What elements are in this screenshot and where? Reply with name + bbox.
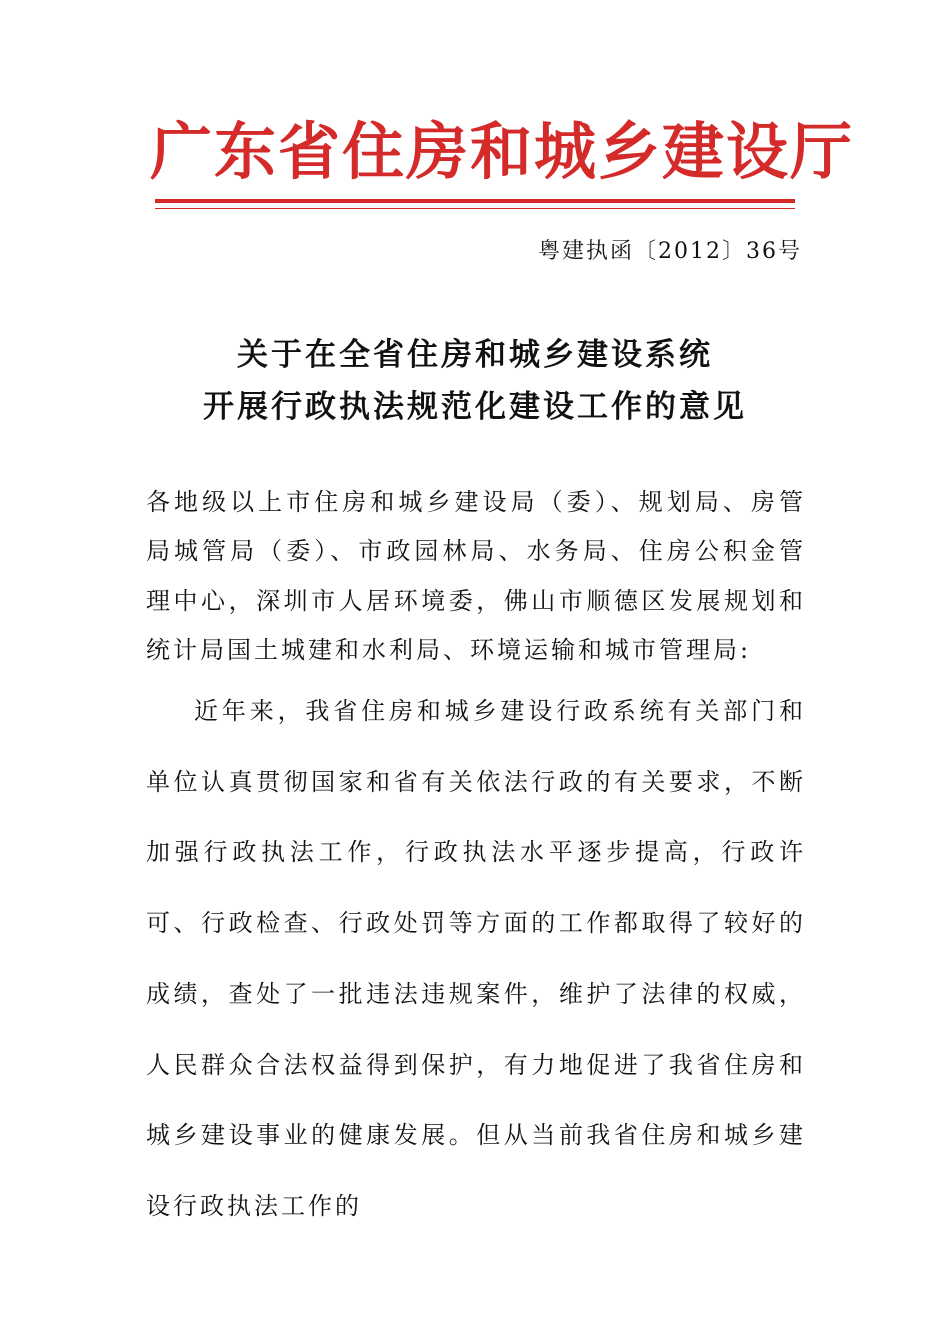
document-number: 粤建执函〔2012〕36号: [538, 239, 802, 264]
letterhead-rule-thick: [155, 199, 795, 203]
addressee-paragraph: 各地级以上市住房和城乡建设局（委）、规划局、房管局城管局（委）、市政园林局、水务局、住房公积金管理中心，深圳市人居环境委，佛山市顺德区发展规划和统计局国土城建和水利局、环境运输和城市管理局:: [146, 488, 806, 664]
document-title-line-1: 关于在全省住房和城乡建设系统: [237, 337, 713, 373]
body-paragraph: 近年来，我省住房和城乡建设行政系统有关部门和单位认真贯彻国家和省有关依法行政的有关要求，不断加强行政执法工作，行政执法水平逐步提高，行政许可、行政检查、行政处罚等方面的工作都取得了较好的成绩，查处了一批违法违规案件，维护了法律的权威，人民群众合法权益得到保护，有力地促进了我省住房和城乡建设事业的健康发展。但从当前我省住房和城乡建设行政执法工作的: [146, 697, 806, 1220]
letterhead-rule-thin: [155, 208, 795, 209]
letterhead-title: 广东省住房和城乡建设厅: [150, 115, 855, 188]
document-title-line-2: 开展行政执法规范化建设工作的意见: [203, 389, 747, 425]
